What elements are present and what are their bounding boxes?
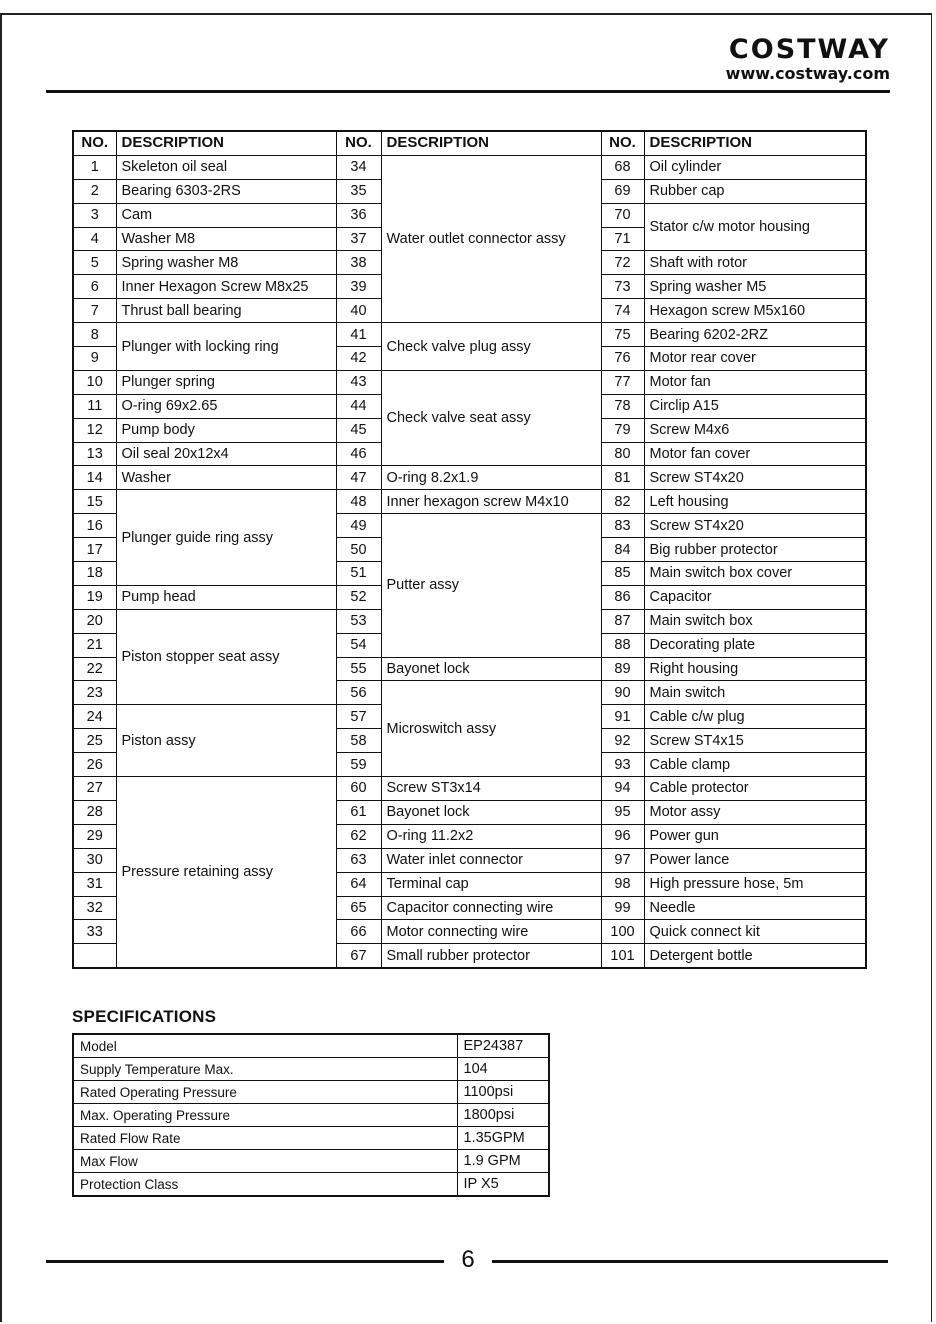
spec-row bbox=[73, 1104, 549, 1127]
part-number: 62 bbox=[336, 824, 381, 848]
spec-value: EP24387 bbox=[457, 1034, 549, 1058]
part-number: 19 bbox=[73, 585, 116, 609]
part-number: 10 bbox=[73, 370, 116, 394]
part-description: Right housing bbox=[644, 657, 866, 681]
part-description: Cable c/w plug bbox=[644, 705, 866, 729]
part-description: Capacitor connecting wire bbox=[381, 896, 601, 920]
part-description: Quick connect kit bbox=[644, 920, 866, 944]
part-number: 56 bbox=[336, 681, 381, 705]
part-number: 17 bbox=[73, 538, 116, 562]
spec-label: Max. Operating Pressure bbox=[73, 1104, 457, 1127]
part-number: 71 bbox=[601, 227, 644, 251]
spec-row bbox=[73, 1127, 549, 1150]
part-number: 55 bbox=[336, 657, 381, 681]
part-description: Cable clamp bbox=[644, 753, 866, 777]
part-number: 78 bbox=[601, 394, 644, 418]
part-number: 76 bbox=[601, 347, 644, 371]
part-number: 49 bbox=[336, 514, 381, 538]
part-number: 25 bbox=[73, 729, 116, 753]
parts-list-table bbox=[72, 130, 867, 969]
part-description: Motor connecting wire bbox=[381, 920, 601, 944]
part-number: 77 bbox=[601, 370, 644, 394]
part-number: 52 bbox=[336, 585, 381, 609]
part-number: 54 bbox=[336, 633, 381, 657]
part-description: Thrust ball bearing bbox=[116, 299, 336, 323]
part-number: 100 bbox=[601, 920, 644, 944]
part-number: 33 bbox=[73, 920, 116, 944]
table-row bbox=[73, 466, 866, 490]
part-description: Detergent bottle bbox=[644, 944, 866, 968]
table-row bbox=[73, 155, 866, 179]
part-number: 46 bbox=[336, 442, 381, 466]
part-number: 9 bbox=[73, 347, 116, 371]
brand-logo: COSTWAY bbox=[728, 34, 890, 65]
part-number: 89 bbox=[601, 657, 644, 681]
spec-value: 1100psi bbox=[457, 1081, 549, 1104]
part-description: Screw ST3x14 bbox=[381, 777, 601, 801]
table-row bbox=[73, 777, 866, 801]
part-number: 15 bbox=[73, 490, 116, 514]
part-number: 6 bbox=[73, 275, 116, 299]
part-description: Hexagon screw M5x160 bbox=[644, 299, 866, 323]
part-number: 24 bbox=[73, 705, 116, 729]
part-description: O-ring 69x2.65 bbox=[116, 394, 336, 418]
part-number: 44 bbox=[336, 394, 381, 418]
part-description: Plunger with locking ring bbox=[116, 323, 336, 371]
part-number: 41 bbox=[336, 323, 381, 347]
part-description: Stator c/w motor housing bbox=[644, 203, 866, 251]
part-description: Screw ST4x15 bbox=[644, 729, 866, 753]
part-description: Plunger guide ring assy bbox=[116, 490, 336, 586]
part-description: Piston stopper seat assy bbox=[116, 609, 336, 705]
part-description: Oil cylinder bbox=[644, 155, 866, 179]
part-number: 4 bbox=[73, 227, 116, 251]
table-row bbox=[73, 323, 866, 347]
parts-header-row bbox=[73, 131, 866, 155]
part-number: 75 bbox=[601, 323, 644, 347]
header-description: DESCRIPTION bbox=[381, 131, 601, 155]
part-description: O-ring 8.2x1.9 bbox=[381, 466, 601, 490]
part-number: 38 bbox=[336, 251, 381, 275]
part-description: Pump body bbox=[116, 418, 336, 442]
part-number: 53 bbox=[336, 609, 381, 633]
part-number: 30 bbox=[73, 848, 116, 872]
part-number: 99 bbox=[601, 896, 644, 920]
header-description: DESCRIPTION bbox=[644, 131, 866, 155]
part-number: 23 bbox=[73, 681, 116, 705]
part-description: Oil seal 20x12x4 bbox=[116, 442, 336, 466]
part-description: Check valve seat assy bbox=[381, 370, 601, 466]
part-number: 82 bbox=[601, 490, 644, 514]
part-description: Shaft with rotor bbox=[644, 251, 866, 275]
part-number: 61 bbox=[336, 800, 381, 824]
footer-rule-right bbox=[492, 1260, 888, 1263]
part-number: 64 bbox=[336, 872, 381, 896]
part-number: 79 bbox=[601, 418, 644, 442]
part-description: Needle bbox=[644, 896, 866, 920]
header-description: DESCRIPTION bbox=[116, 131, 336, 155]
part-number: 28 bbox=[73, 800, 116, 824]
part-description: Bayonet lock bbox=[381, 800, 601, 824]
spec-row bbox=[73, 1058, 549, 1081]
footer-rule-left bbox=[46, 1260, 444, 1263]
part-description: Small rubber protector bbox=[381, 944, 601, 968]
part-description: O-ring 11.2x2 bbox=[381, 824, 601, 848]
part-number: 13 bbox=[73, 442, 116, 466]
spec-label: Protection Class bbox=[73, 1173, 457, 1197]
part-description: Putter assy bbox=[381, 514, 601, 657]
part-number: 8 bbox=[73, 323, 116, 347]
part-description: Pump head bbox=[116, 585, 336, 609]
part-number: 84 bbox=[601, 538, 644, 562]
part-number: 32 bbox=[73, 896, 116, 920]
part-description: Plunger spring bbox=[116, 370, 336, 394]
part-description: Power lance bbox=[644, 848, 866, 872]
part-number: 7 bbox=[73, 299, 116, 323]
part-description: Motor rear cover bbox=[644, 347, 866, 371]
part-number: 18 bbox=[73, 562, 116, 586]
part-number: 51 bbox=[336, 562, 381, 586]
part-description: Pressure retaining assy bbox=[116, 777, 336, 969]
part-description: Power gun bbox=[644, 824, 866, 848]
part-description: Piston assy bbox=[116, 705, 336, 777]
part-number: 90 bbox=[601, 681, 644, 705]
part-number: 42 bbox=[336, 347, 381, 371]
header-no: NO. bbox=[336, 131, 381, 155]
part-number: 98 bbox=[601, 872, 644, 896]
part-number: 87 bbox=[601, 609, 644, 633]
part-number: 47 bbox=[336, 466, 381, 490]
header-no: NO. bbox=[73, 131, 116, 155]
part-description: Rubber cap bbox=[644, 179, 866, 203]
header-no: NO. bbox=[601, 131, 644, 155]
part-description: Motor assy bbox=[644, 800, 866, 824]
part-number: 29 bbox=[73, 824, 116, 848]
spec-row bbox=[73, 1173, 549, 1197]
part-number: 65 bbox=[336, 896, 381, 920]
part-number: 74 bbox=[601, 299, 644, 323]
part-number: 81 bbox=[601, 466, 644, 490]
part-number: 69 bbox=[601, 179, 644, 203]
part-description: Microswitch assy bbox=[381, 681, 601, 777]
part-number: 11 bbox=[73, 394, 116, 418]
part-number: 67 bbox=[336, 944, 381, 968]
part-number: 68 bbox=[601, 155, 644, 179]
part-number: 34 bbox=[336, 155, 381, 179]
part-description: Water outlet connector assy bbox=[381, 155, 601, 322]
part-number: 97 bbox=[601, 848, 644, 872]
part-number: 59 bbox=[336, 753, 381, 777]
part-number: 20 bbox=[73, 609, 116, 633]
part-number: 48 bbox=[336, 490, 381, 514]
part-number: 22 bbox=[73, 657, 116, 681]
part-number: 14 bbox=[73, 466, 116, 490]
part-number: 101 bbox=[601, 944, 644, 968]
spec-value: 1.35GPM bbox=[457, 1127, 549, 1150]
part-description: Check valve plug assy bbox=[381, 323, 601, 371]
page-number: 6 bbox=[461, 1246, 475, 1273]
part-number: 36 bbox=[336, 203, 381, 227]
header-rule bbox=[46, 90, 890, 93]
specifications-table bbox=[72, 1033, 550, 1197]
part-description: Big rubber protector bbox=[644, 538, 866, 562]
part-description: Cam bbox=[116, 203, 336, 227]
part-number: 95 bbox=[601, 800, 644, 824]
part-number: 35 bbox=[336, 179, 381, 203]
part-description: Screw ST4x20 bbox=[644, 466, 866, 490]
part-description: Spring washer M8 bbox=[116, 251, 336, 275]
part-description: Main switch box cover bbox=[644, 562, 866, 586]
part-description: Cable protector bbox=[644, 777, 866, 801]
part-description: Skeleton oil seal bbox=[116, 155, 336, 179]
part-number: 86 bbox=[601, 585, 644, 609]
part-description: Capacitor bbox=[644, 585, 866, 609]
part-number: 16 bbox=[73, 514, 116, 538]
part-description: Decorating plate bbox=[644, 633, 866, 657]
spec-row bbox=[73, 1081, 549, 1104]
part-description: Inner hexagon screw M4x10 bbox=[381, 490, 601, 514]
spec-value: IP X5 bbox=[457, 1173, 549, 1197]
spec-row bbox=[73, 1150, 549, 1173]
spec-value: 1800psi bbox=[457, 1104, 549, 1127]
spec-label: Max Flow bbox=[73, 1150, 457, 1173]
part-number: 85 bbox=[601, 562, 644, 586]
part-description: High pressure hose, 5m bbox=[644, 872, 866, 896]
part-number: 3 bbox=[73, 203, 116, 227]
part-number: 45 bbox=[336, 418, 381, 442]
part-description: Bearing 6303-2RS bbox=[116, 179, 336, 203]
part-description: Bayonet lock bbox=[381, 657, 601, 681]
part-number: 83 bbox=[601, 514, 644, 538]
part-number: 27 bbox=[73, 777, 116, 801]
part-number: 57 bbox=[336, 705, 381, 729]
part-number: 63 bbox=[336, 848, 381, 872]
part-number: 21 bbox=[73, 633, 116, 657]
part-number: 72 bbox=[601, 251, 644, 275]
part-description: Inner Hexagon Screw M8x25 bbox=[116, 275, 336, 299]
part-number: 40 bbox=[336, 299, 381, 323]
spec-label: Model bbox=[73, 1034, 457, 1058]
part-number: 58 bbox=[336, 729, 381, 753]
spec-label: Supply Temperature Max. bbox=[73, 1058, 457, 1081]
part-description: Main switch box bbox=[644, 609, 866, 633]
part-description: Motor fan cover bbox=[644, 442, 866, 466]
part-number: 73 bbox=[601, 275, 644, 299]
part-number: 31 bbox=[73, 872, 116, 896]
part-description: Main switch bbox=[644, 681, 866, 705]
part-number: 2 bbox=[73, 179, 116, 203]
part-description: Washer bbox=[116, 466, 336, 490]
part-description: Bearing 6202-2RZ bbox=[644, 323, 866, 347]
part-number: 94 bbox=[601, 777, 644, 801]
part-number: 50 bbox=[336, 538, 381, 562]
brand-url: www.costway.com bbox=[725, 64, 890, 83]
part-number: 80 bbox=[601, 442, 644, 466]
spec-row bbox=[73, 1034, 549, 1058]
part-number: 5 bbox=[73, 251, 116, 275]
part-description: Screw ST4x20 bbox=[644, 514, 866, 538]
part-number: 93 bbox=[601, 753, 644, 777]
part-number: 92 bbox=[601, 729, 644, 753]
part-number: 26 bbox=[73, 753, 116, 777]
part-description: Screw M4x6 bbox=[644, 418, 866, 442]
part-number: 37 bbox=[336, 227, 381, 251]
part-description: Left housing bbox=[644, 490, 866, 514]
part-number: 66 bbox=[336, 920, 381, 944]
specifications-title: SPECIFICATIONS bbox=[72, 1007, 217, 1026]
part-description: Terminal cap bbox=[381, 872, 601, 896]
part-number: 1 bbox=[73, 155, 116, 179]
part-number bbox=[73, 944, 116, 968]
part-number: 60 bbox=[336, 777, 381, 801]
table-row bbox=[73, 490, 866, 514]
part-description: Washer M8 bbox=[116, 227, 336, 251]
brand-header bbox=[726, 36, 890, 83]
part-number: 12 bbox=[73, 418, 116, 442]
part-description: Water inlet connector bbox=[381, 848, 601, 872]
spec-label: Rated Operating Pressure bbox=[73, 1081, 457, 1104]
part-description: Motor fan bbox=[644, 370, 866, 394]
part-description: Circlip A15 bbox=[644, 394, 866, 418]
part-number: 96 bbox=[601, 824, 644, 848]
part-number: 39 bbox=[336, 275, 381, 299]
part-description: Spring washer M5 bbox=[644, 275, 866, 299]
spec-value: 104 bbox=[457, 1058, 549, 1081]
part-number: 91 bbox=[601, 705, 644, 729]
part-number: 70 bbox=[601, 203, 644, 227]
spec-label: Rated Flow Rate bbox=[73, 1127, 457, 1150]
part-number: 43 bbox=[336, 370, 381, 394]
spec-value: 1.9 GPM bbox=[457, 1150, 549, 1173]
part-number: 88 bbox=[601, 633, 644, 657]
table-row bbox=[73, 370, 866, 394]
